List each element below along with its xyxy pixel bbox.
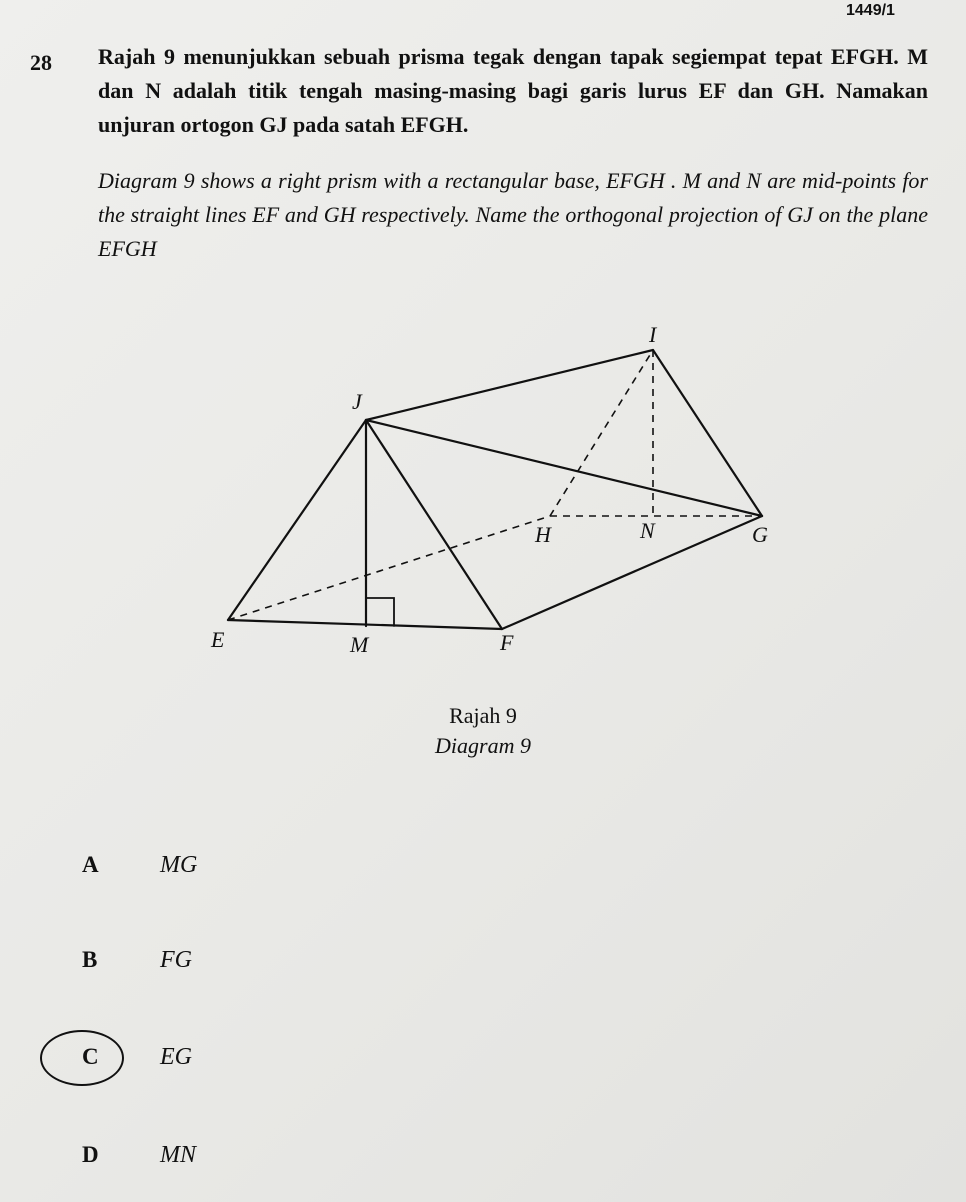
- label-G: G: [752, 522, 768, 547]
- label-E: E: [211, 627, 225, 652]
- option-b[interactable]: [70, 941, 370, 981]
- edge-IG: [653, 350, 762, 516]
- right-angle-marker: [366, 598, 394, 626]
- option-letter: C: [82, 1044, 99, 1069]
- question-text-malay: Rajah 9 menunjukkan sebuah prisma tegak dengan tapak segiempat tepat EFGH. M dan N adalah titik tengah masing-masing bagi garis lurus EF dan GH. Namakan unjuran ortogon GJ pada satah EFGH.: [98, 44, 928, 137]
- option-letter: B: [82, 947, 98, 972]
- paper-code: 1449/1: [846, 2, 895, 19]
- edge-EJ: [228, 420, 366, 620]
- option-letter: D: [82, 1142, 99, 1167]
- edge-JI: [366, 350, 653, 420]
- edge-JG: [366, 420, 762, 516]
- label-N: N: [640, 518, 655, 543]
- diagram-caption-malay: Rajah 9: [449, 703, 517, 728]
- option-c[interactable]: [70, 1038, 370, 1078]
- label-H: H: [535, 522, 551, 547]
- label-F: F: [500, 630, 514, 655]
- label-M: M: [350, 632, 369, 657]
- label-I: I: [649, 322, 657, 347]
- option-a[interactable]: [70, 846, 370, 886]
- question-text-english: Diagram 9 shows a right prism with a rectangular base, EFGH . M and N are mid-points for the straight lines EF and GH respectively. Name the orthogonal projection of GJ on the plane EFGH: [98, 168, 928, 261]
- option-text: MG: [160, 852, 198, 878]
- option-text: MN: [160, 1142, 196, 1168]
- question-number: 28: [30, 50, 52, 75]
- edge-HI: [550, 350, 653, 516]
- label-J: J: [352, 389, 362, 414]
- diagram-caption-english: Diagram 9: [435, 733, 531, 758]
- option-d[interactable]: [70, 1136, 370, 1176]
- edge-EH: [228, 516, 550, 620]
- option-text: FG: [160, 947, 192, 973]
- option-text: EG: [160, 1044, 192, 1070]
- option-letter: A: [82, 852, 99, 877]
